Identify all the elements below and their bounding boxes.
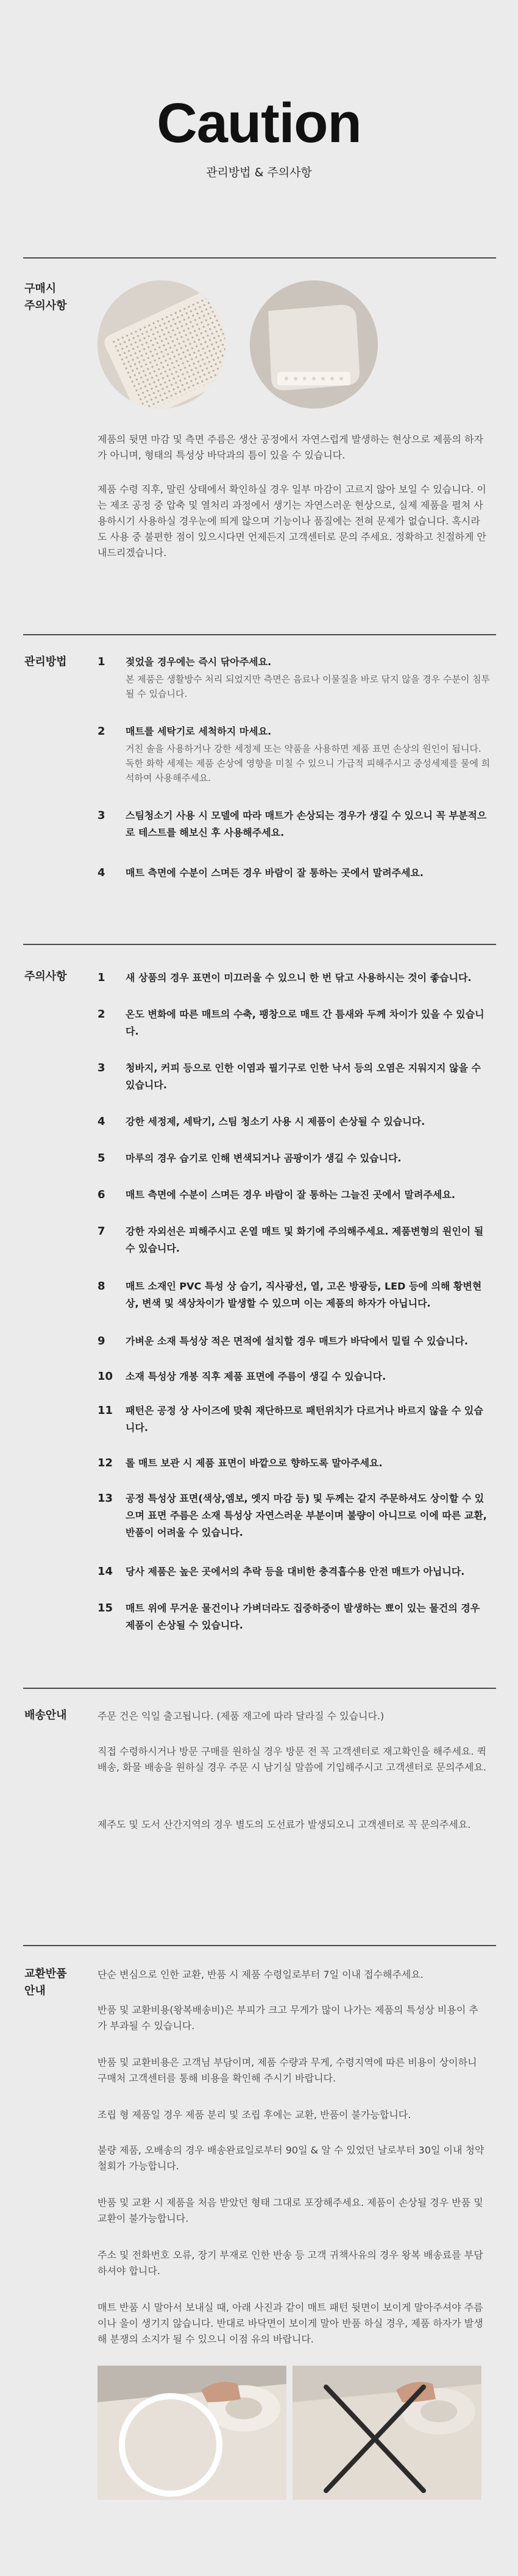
shipping-paragraph-1: 주문 건은 익일 출고됩니다. (제품 재고에 따라 달라질 수 있습니다.): [98, 1710, 385, 1722]
exchange-paragraph: 주소 및 전화번호 오류, 장기 부재로 인한 반송 등 고객 귀책사유의 경우 왕복 배송료를 부담하셔야 합니다.: [98, 2249, 483, 2277]
page-title: Caution: [157, 92, 361, 154]
item-text: 가벼운 소재 특성상 적은 면적에 설치할 경우 매트가 바닥에서 밀릴 수 있습니다.: [126, 1335, 468, 1347]
item-text: 온도 변화에 따른 매트의 수축, 팽창으로 매트 간 틈새와 두께 차이가 있을 수 있습니다.: [126, 1008, 484, 1037]
item-number: 12: [98, 1457, 113, 1469]
item-number: 1: [98, 971, 105, 984]
section-label-shipping: 배송안내: [24, 1709, 67, 1722]
item-number: 9: [98, 1335, 105, 1347]
correct-rolling-photo: [98, 2366, 286, 2500]
item-text: 매트 위에 무거운 물건이나 가벼더라도 집중하중이 발생하는 뾰이 있는 물건의 경우 제품이 손상될 수 있습니다.: [126, 1602, 480, 1631]
item-number: 10: [98, 1370, 113, 1383]
item-text: 새 상품의 경우 표면이 미끄러울 수 있으니 한 번 닦고 사용하시는 것이 좋습니다.: [126, 972, 472, 983]
label-line: 구매시: [24, 282, 57, 295]
exchange-paragraph: 불량 제품, 오배송의 경우 배송완료일로부터 90일 & 알 수 있었던 날로부터 30일 이내 청약철회가 가능합니다.: [98, 2144, 484, 2172]
item-text: 마루의 경우 습기로 인해 변색되거나 곰팡이가 생길 수 있습니다.: [126, 1152, 402, 1164]
item-number: 13: [98, 1492, 113, 1505]
purchase-paragraph-1: 제품의 뒷면 마감 및 측면 주름은 생산 공정에서 자연스럽게 발생하는 현상으로 제품의 하자가 아니며, 형태의 특성상 바닥과의 틈이 있을 수 있습니다.: [98, 433, 483, 461]
item-text: 소재 특성상 개봉 직후 제품 표면에 주름이 생길 수 있습니다.: [126, 1371, 386, 1382]
section-label-exchange: [24, 1966, 67, 2000]
exchange-paragraph: 반품 및 교환비용(왕복배송비)은 부피가 크고 무게가 많이 나가는 제품의 특성상 비용이 추가 부과될 수 있습니다.: [98, 2004, 478, 2032]
section-divider: [23, 1945, 496, 1946]
item-number: 5: [98, 1152, 105, 1165]
care-item: [98, 865, 494, 883]
label-line: 교환반품: [24, 1968, 67, 1980]
item-text: 강한 세정제, 세탁기, 스팀 청소기 사용 시 제품이 손상될 수 있습니다.: [126, 1116, 425, 1127]
item-body: 본 제품은 생활방수 처리 되었지만 측면은 음료나 이물질을 바로 닦지 않을 경우 수분이 침투될 수 있습니다.: [126, 674, 491, 699]
label-line: 안내: [24, 1985, 46, 1997]
item-number: 8: [98, 1280, 105, 1293]
label-line: 주의사항: [24, 299, 67, 312]
exchange-paragraph: 반품 및 교환 시 제품을 처음 받았던 형태 그대로 포장해주세요. 제품이 손상될 경우 반품 및 교환이 불가능합니다.: [98, 2197, 483, 2224]
item-text: 매트 측면에 수분이 스며든 경우 바람이 잘 통하는 그늘진 곳에서 말려주세요.: [126, 1189, 455, 1201]
section-divider: [23, 257, 496, 259]
section-label-notes: 주의사항: [24, 970, 67, 983]
care-item: [98, 654, 494, 702]
item-text: 당사 제품은 높은 곳에서의 추락 등을 대비한 충격흡수용 안전 매트가 아닙니다.: [126, 1566, 465, 1577]
item-number: 1: [98, 655, 105, 668]
purchase-paragraph-2: 제품 수령 직후, 말린 상태에서 확인하실 경우 일부 마감이 고르지 않아 보일 수 있습니다. 이는 제조 공정 중 압축 및 열처리 과정에서 생기는 자연스러운 현상으로, 실제 제품을 펼쳐 사용하시기 사용하실 경우눈에 띄게 않으며 기능이나 품질에는 전혀 문제가 없습니다. 혹시라도 사용 중 불편한 점이 있으시다면 언제든지 고객센터로 문의 주세요. 정확하고 친절하게 안내드리겠습니다.: [98, 483, 486, 558]
page-subtitle: 관리방법 & 주의사항: [206, 166, 312, 179]
section-divider: [23, 634, 496, 635]
care-item: [98, 807, 494, 841]
exchange-paragraph: 반품 및 교환비용은 고객님 부담이며, 제품 수량과 무게, 수령지역에 따른 비용이 상이하니 구매처 고객센터를 통해 비용을 확인해 주시기 바랍니다.: [98, 2057, 477, 2084]
care-item: [98, 723, 494, 790]
item-number: 4: [98, 1115, 105, 1128]
item-title: 젖었을 경우에는 즉시 닦아주세요.: [126, 656, 272, 668]
item-number: 11: [98, 1404, 113, 1417]
item-body: 거친 솔을 사용하거나 강한 세정제 또는 약품을 사용하면 제품 표면 손상의 원인이 됩니다. 독한 화학 세제는 제품 손상에 영향을 미칠 수 있으니 가급적 피해주시고 중성세제를 물에 희석하여 사용해주세요.: [126, 743, 491, 783]
item-number: 2: [98, 725, 105, 738]
exchange-paragraph: 조립 형 제품일 경우 제품 분리 및 조립 후에는 교환, 반품이 불가능합니다.: [98, 2109, 411, 2121]
item-text: 청바지, 커피 등으로 인한 이염과 필기구로 인한 낙서 등의 오염은 지워지지 않을 수 있습니다.: [126, 1062, 481, 1091]
item-number: 2: [98, 1008, 105, 1021]
shipping-paragraph-3: 제주도 및 도서 산간지역의 경우 별도의 도선료가 발생되오니 고객센터로 꼭 문의주세요.: [98, 1819, 471, 1830]
item-title: 매트를 세탁기로 세척하지 마세요.: [126, 726, 272, 737]
item-text: 강한 자외선은 피해주시고 온열 매트 및 화기에 주의해주세요. 제품변형의 원인이 될 수 있습니다.: [126, 1226, 484, 1254]
item-number: 3: [98, 809, 105, 822]
section-label-care: 관리방법: [24, 655, 67, 668]
mat-corner-photo-2: [250, 280, 378, 409]
item-number: 4: [98, 866, 105, 879]
section-divider: [23, 1688, 496, 1689]
shipping-paragraph-2: 직접 수령하시거나 방문 구매를 원하실 경우 방문 전 꼭 고객센터로 재고확인을 해주세요. 퀵 배송, 화물 배송을 원하실 경우 주문 시 남기실 말씀에 기입해주시고 고객센터로 문의주세요.: [98, 1746, 486, 1773]
wrong-rolling-photo: [293, 2366, 481, 2500]
item-title: 매트 측면에 수분이 스며든 경우 바람이 잘 통하는 곳에서 말려주세요.: [126, 867, 424, 879]
item-text: 매트 소재인 PVC 특성 상 습기, 직사광선, 열, 고온 방광등, LED 등에 의해 황변현상, 변색 및 색상차이가 발생할 수 있으며 이는 제품의 하자가 아닙니다.: [126, 1280, 482, 1309]
item-number: 14: [98, 1565, 113, 1578]
section-divider: [23, 944, 496, 945]
item-title: 스팀청소기 사용 시 모델에 따라 매트가 손상되는 경우가 생길 수 있으니 꼭 부분적으로 테스트를 해보신 후 사용해주세요.: [126, 810, 487, 838]
section-label-purchase: [24, 280, 67, 315]
exchange-paragraph: 매트 반품 시 말아서 보내실 때, 아래 사진과 같이 매트 패턴 뒷면이 보이게 말아주셔야 주름이나 울이 생기지 않습니다. 반대로 바닥면이 보이게 말아 반품 하실 경우, 제품 하자가 발생 해 분쟁의 소지가 될 수 있으니 이점 유의 바랍니다.: [98, 2302, 483, 2345]
item-text: 공정 특성상 표면(색상,엠보, 엣지 마감 등) 및 두께는 같지 주문하셔도 상이할 수 있으며 표면 주름은 소재 특성상 자연스러운 부분이며 불량이 아니므로 이에 따른 교환,반품이 어려울 수 있습니다.: [126, 1493, 487, 1538]
item-text: 롤 매트 보관 시 제품 표면이 바깥으로 향하도록 말아주세요.: [126, 1457, 383, 1469]
item-number: 15: [98, 1602, 113, 1614]
item-number: 6: [98, 1188, 105, 1201]
mat-corner-photo-1: [98, 280, 225, 409]
item-number: 7: [98, 1225, 105, 1238]
item-text: 패턴은 공정 상 사이즈에 맞춰 재단하므로 패턴위치가 다르거나 바르지 않을 수 있습니다.: [126, 1405, 483, 1433]
item-number: 3: [98, 1061, 105, 1074]
exchange-paragraph: 단순 변심으로 인한 교환, 반품 시 제품 수령일로부터 7일 이내 접수해주세요.: [98, 1969, 424, 1980]
